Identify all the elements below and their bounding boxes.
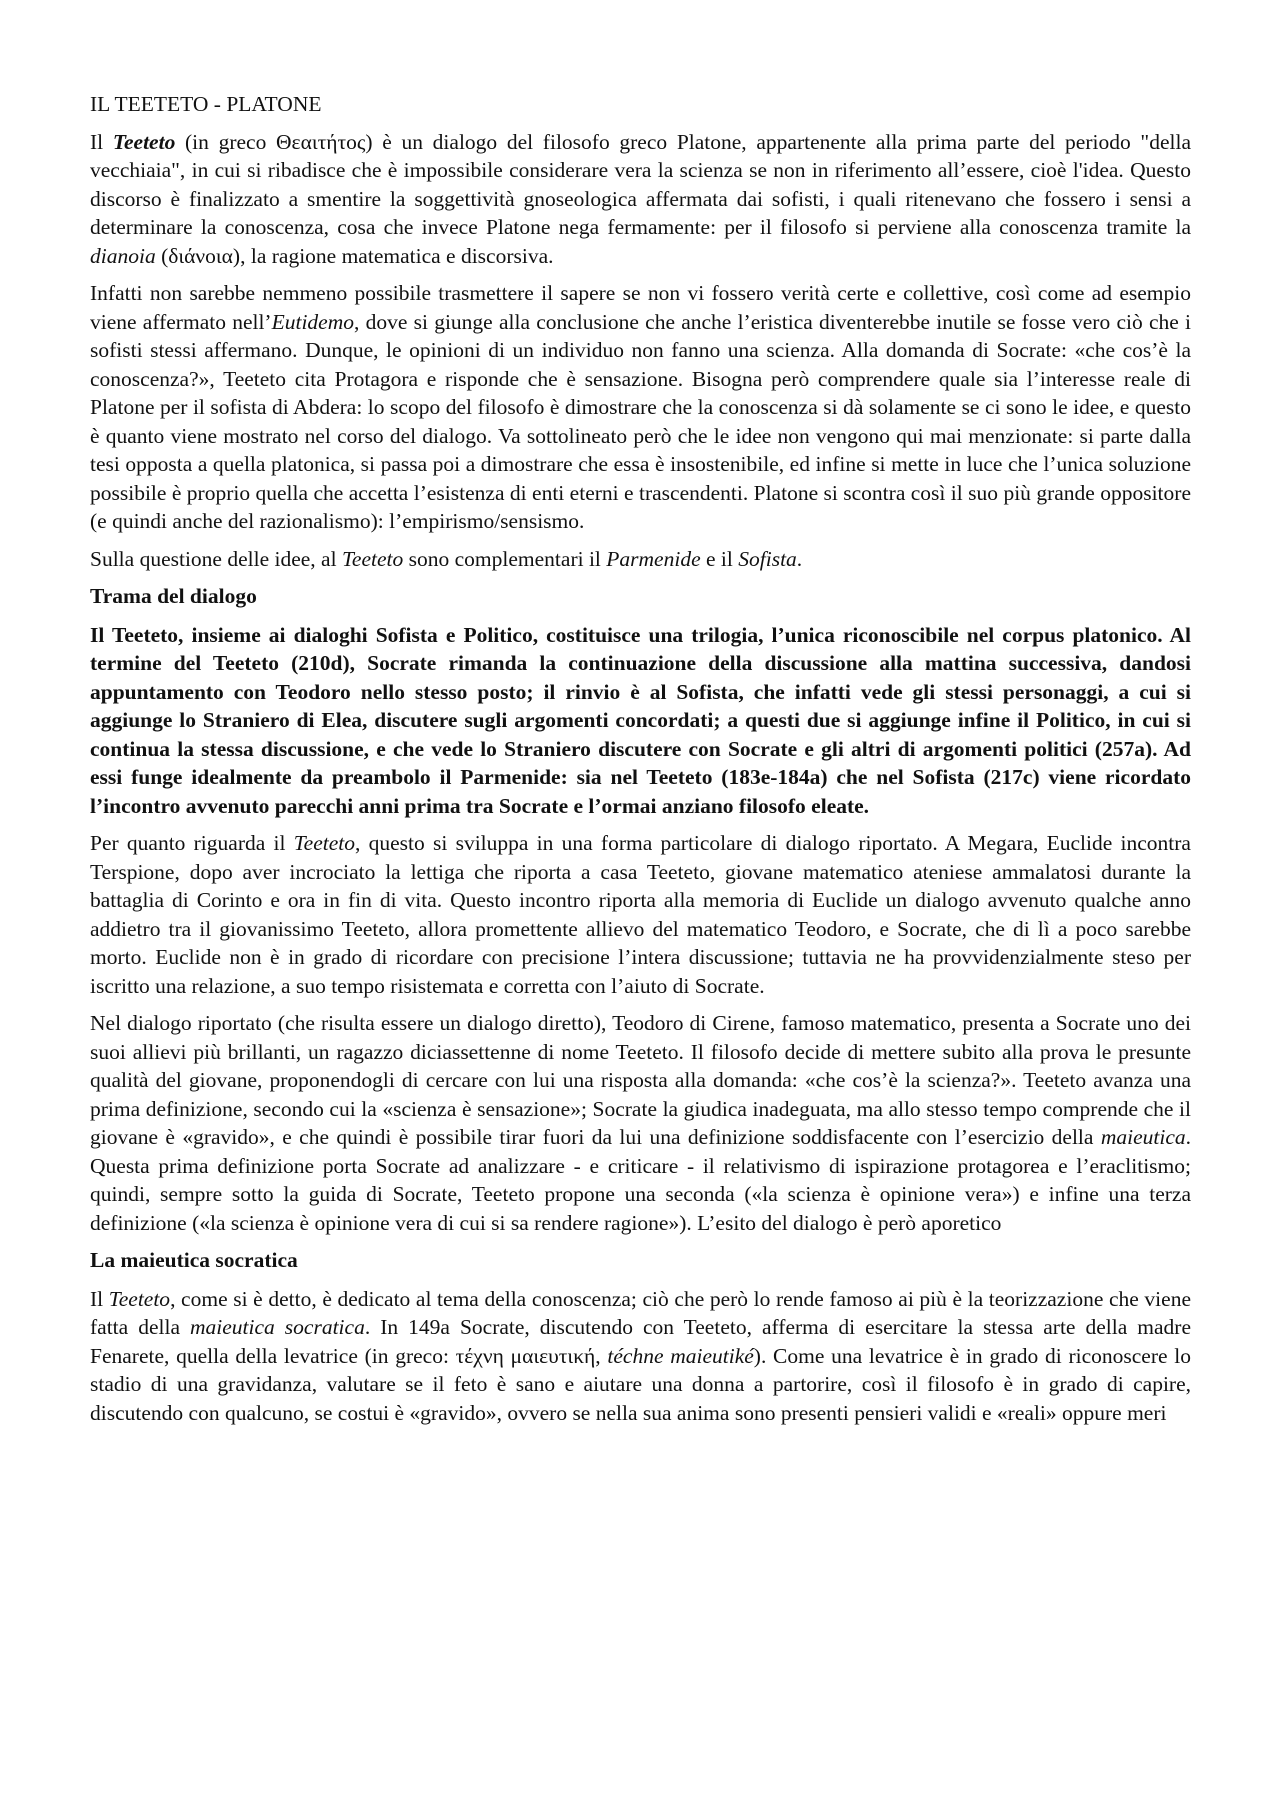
text-span: . Questa prima definizione porta Socrate ad analizzare - e criticare - il relativismo di ispirazione protagorea e l’eraclitismo; quindi, sempre sotto la guida di Socrate, Teeteto propone una seconda («la scienza è opinione vera») e infine una terza definizione («la scienza è opinione vera di cui si sa rendere ragione»). L’esito del dialogo è però aporetico (90, 1125, 1191, 1235)
text-span: e il (700, 546, 739, 571)
paragraph-sophists (90, 279, 1191, 536)
paragraph-dialogue (90, 1009, 1191, 1237)
text-span: . In 149a Socrate, discutendo con Teeteto, afferma di esercitare la stessa arte della madre Fenarete, quella della levatrice (in greco: τέχνη μαιευτική, (90, 1315, 1191, 1368)
text-span: sono complementari il (403, 546, 607, 571)
paragraph-setting (90, 829, 1191, 1000)
paragraph-complementary (90, 545, 1191, 574)
paragraph-maieutica (90, 1285, 1191, 1428)
work-title-teeteto: Teeteto (341, 546, 404, 571)
text-span: Il (90, 1286, 109, 1311)
work-title-teeteto: Teeteto (112, 129, 176, 154)
text-span: , dove si giunge alla conclusione che anche l’eristica diventerebbe inutile se fosse vero ciò che i sofisti stessi affermano. Dunque, le opinioni di un individuo non fanno una scienza. Alla domanda di Socrate: «che cos’è la conoscenza?», Teeteto cita Protagora e risponde che è sensazione. Bisogna però comprendere quale sia l’interesse reale di Platone per il sofista di Abdera: lo scopo del filosofo è dimostrare che la conoscenza si dà solamente se ci sono le idee, e questo è quanto viene mostrato nel corso del dialogo. Va sottolineato però che le idee non vengono qui mai menzionate: si parte dalla tesi opposta a quella platonica, si passa poi a dimostrare che essa è insostenibile, ed infine si mette in luce che l’unica soluzione possibile è proprio quella che accetta l’esistenza di enti eterni e trascendenti. Platone si scontra così il suo più grande oppositore (e quindi anche del razionalismo): l’empirismo/sensismo. (90, 309, 1191, 533)
work-title-teeteto: Teeteto (293, 831, 356, 855)
term-maieutica: maieutica (1100, 1125, 1186, 1149)
text-span: Sulla questione delle idee, al (90, 546, 342, 571)
work-title-teeteto: Teeteto (108, 1286, 171, 1311)
text-span: . (796, 546, 803, 571)
work-title-parmenide: Parmenide (606, 546, 701, 571)
text-span: , come si è detto, è dedicato al tema della conoscenza; ciò che però lo rende famoso ai più è la teorizzazione che viene fatta della (90, 1286, 1191, 1339)
text-span: Per quanto riguarda il (90, 831, 294, 855)
paragraph-trilogy: Il Teeteto, insieme ai dialoghi Sofista e Politico, costituisce una trilogia, l’unica riconoscibile nel corpus platonico. Al termine del Teeteto (210d), Socrate rimanda la continuazione della discussione alla mattina successiva, dandosi appuntamento con Teodoro nello stesso posto; il rinvio è al Sofista, che infatti vede gli stessi personaggi, a cui si aggiunge lo Straniero di Elea, discutere sugli argomenti concordati; a questi due si aggiunge infine il Politico, in cui si continua la stessa discussione, e che vede lo Straniero discutere con Socrate e gli altri di argomenti politici (257a). Ad essi funge idealmente da preambolo il Parmenide: sia nel Teeteto (183e-184a) che nel Sofista (217c) viene ricordato l’incontro avvenuto parecchi anni prima tra Socrate e l’ormai anziano filosofo eleate. (90, 622, 1191, 818)
text-span: , questo si sviluppa in una forma particolare di dialogo riportato. A Megara, Euclide incontra Terspione, dopo aver incrociato la lettiga che riporta a casa Teeteto, giovane matematico ateniese ammalatosi durante la battaglia di Corinto e ora in fin di vita. Questo incontro riporta alla memoria di Euclide un dialogo avvenuto qualche anno addietro tra il giovanissimo Teeteto, allora promettente allievo del matematico Teodoro, e Socrate, che di lì a poco sarebbe morto. Euclide non è in grado di ricordare con precisione l’intera discussione; tuttavia ne ha provvidenzialmente steso per iscritto una relazione, a suo tempo risistemata e corretta con l’aiuto di Socrate. (90, 831, 1191, 998)
paragraph-intro (90, 128, 1191, 271)
document-title: IL TEETETO - PLATONE (90, 92, 322, 116)
work-title-eutidemo: Eutidemo (271, 309, 354, 334)
term-dianoia: dianoia (90, 243, 156, 268)
document-page (90, 90, 1191, 1436)
text-span: (διάνοια), la ragione matematica e discorsiva. (155, 243, 554, 268)
text-span: Il (90, 129, 113, 154)
text-span: Infatti non sarebbe nemmeno possibile trasmettere il sapere se non vi fossero verità certe e collettive, così come ad esempio viene affermato nell’ (90, 281, 1191, 334)
work-title-sofista: Sofista (738, 546, 797, 571)
text-span: Nel dialogo riportato (che risulta essere un dialogo diretto), Teodoro di Cirene, famoso matematico, presenta a Socrate uno dei suoi allievi più brillanti, un ragazzo diciassettenne di nome Teeteto. Il filosofo decide di mettere subito alla prova le presunte qualità del giovane, proponendogli di cercare con lui una risposta alla domanda: «che cos’è la scienza?». Teeteto avanza una prima definizione, secondo cui la «scienza è sensazione»; Socrate la giudica inadeguata, ma allo stesso tempo comprende che il giovane è «gravido», e che quindi è possibile tirar fuori da lui una definizione soddisfacente con l’esercizio della (90, 1011, 1191, 1149)
term-techne-maieutike: téchne maieutiké (607, 1343, 754, 1368)
text-span: (in greco Θεαιτήτος) è un dialogo del filosofo greco Platone, appartenente alla prima parte del periodo "della vecchiaia", in cui si ribadisce che è impossibile considerare vera la scienza se non in riferimento all’essere, cioè l'idea. Questo discorso è finalizzato a smentire la soggettività gnoseologica affermata dai sofisti, i quali ritenevano che fossero i sensi a determinare la conoscenza, cosa che invece Platone nega fermamente: per il filosofo si perviene alla conoscenza tramite la (90, 129, 1191, 239)
section-heading-trama: Trama del dialogo (90, 584, 257, 608)
text-span: ). Come una levatrice è in grado di riconoscere lo stadio di una gravidanza, valutare se il feto è sano e aiutare una donna a partorire, così il filosofo è in grado di capire, discutendo con qualcuno, se costui è «gravido», ovvero se nella sua anima sono presenti pensieri validi e «reali» oppure meri (90, 1343, 1191, 1425)
term-maieutica-socratica: maieutica socratica (190, 1315, 365, 1339)
section-heading-maieutica: La maieutica socratica (90, 1248, 298, 1272)
